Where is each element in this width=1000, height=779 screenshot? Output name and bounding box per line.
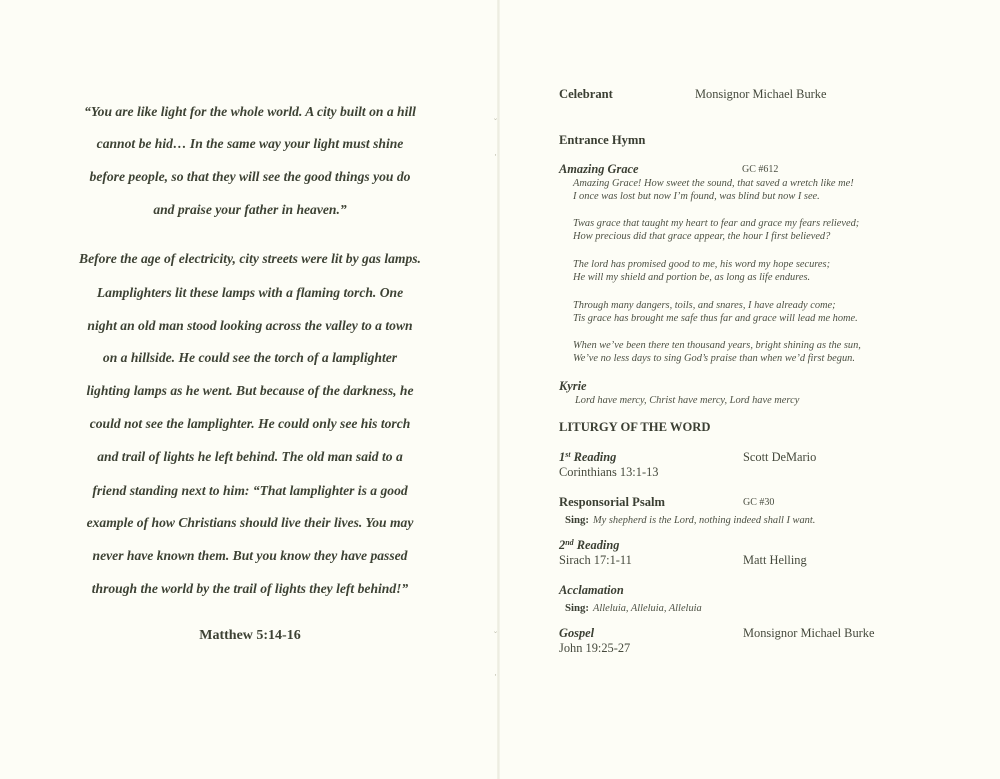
fold-mark: ˘: [494, 630, 497, 640]
story-line: and trail of lights he left behind. The old man said to a: [97, 449, 403, 464]
quote-line: and praise your father in heaven.”: [153, 202, 347, 217]
story-line: never have known them. But you know they have passed: [92, 548, 408, 563]
sing-label: Sing:: [565, 514, 590, 526]
hymn-verse-line: I once was lost but now I’m found, was blind but now I see.: [573, 191, 820, 202]
psalm-title: Responsorial Psalm: [559, 495, 666, 509]
first-reading-title: [559, 450, 616, 465]
gospel-reader: Monsignor Michael Burke: [743, 626, 875, 640]
kyrie-title: Kyrie: [559, 379, 587, 393]
hymn-verse-line: Tis grace has brought me safe thus far and grace will lead me home.: [573, 313, 858, 324]
first-reading-reference: Corinthians 13:1-13: [559, 465, 659, 479]
ordinal-number: 1: [559, 450, 566, 464]
fold-mark: ˘: [494, 117, 497, 127]
story-line: could not see the lamplighter. He could only see his torch: [89, 416, 411, 431]
acclamation-response: [565, 598, 702, 616]
story-line: example of how Christians should live their lives. You may: [86, 515, 414, 530]
quote-line: “You are like light for the whole world. A city built on a hill: [84, 104, 416, 119]
story-line: friend standing next to him: “That lamplighter is a good: [92, 483, 408, 498]
story-line: night an old man stood looking across the valley to a town: [87, 318, 413, 333]
hymn-number: GC #612: [742, 164, 779, 175]
ordinal-suffix: st: [565, 450, 571, 459]
hymn-verse-line: When we’ve been there ten thousand years, bright shining as the sun,: [573, 340, 861, 351]
story-line: through the world by the trail of lights they left behind!”: [91, 581, 409, 596]
ordinal-number: 2: [559, 538, 566, 552]
sing-text: My shepherd is the Lord, nothing indeed shall I want.: [593, 515, 816, 526]
entrance-hymn-label: Entrance Hymn: [559, 133, 646, 147]
quote-line: before people, so that they will see the good things you do: [89, 169, 411, 184]
reading-label: Reading: [573, 450, 617, 464]
gospel-reference: John 19:25-27: [559, 641, 631, 655]
kyrie-text: Lord have mercy, Christ have mercy, Lord have mercy: [575, 395, 800, 406]
fold-mark: ·: [494, 670, 497, 680]
left-page: [40, 0, 460, 779]
story-line: on a hillside. He could see the torch of a lamplighter: [102, 350, 398, 365]
fold-mark: ·: [494, 150, 497, 160]
gospel-title: Gospel: [559, 626, 595, 640]
story-line: Lamplighters lit these lamps with a flaming torch. One: [96, 285, 404, 300]
sing-text: Alleluia, Alleluia, Alleluia: [593, 603, 702, 614]
psalm-response: [565, 510, 815, 528]
sing-label: Sing:: [565, 602, 590, 614]
scripture-citation: Matthew 5:14-16: [199, 628, 301, 643]
right-page: [559, 0, 979, 779]
acclamation-title: Acclamation: [559, 583, 624, 597]
second-reading-reader: Matt Helling: [743, 553, 807, 567]
hymn-verse-line: Through many dangers, toils, and snares, I have already come;: [573, 300, 836, 311]
quote-line: cannot be hid… In the same way your light must shine: [96, 136, 404, 151]
hymn-verse-line: Twas grace that taught my heart to fear and grace my fears relieved;: [573, 218, 860, 229]
hymn-verse-line: He will my shield and portion be, as long as life endures.: [573, 272, 811, 283]
center-fold: [497, 0, 500, 779]
reading-label: Reading: [576, 538, 620, 552]
story-line: Before the age of electricity, city streets were lit by gas lamps.: [79, 251, 421, 266]
second-reading-reference: Sirach 17:1-11: [559, 553, 632, 567]
celebrant-name: Monsignor Michael Burke: [695, 87, 827, 101]
liturgy-heading: LITURGY OF THE WORD: [559, 420, 711, 434]
hymn-title: Amazing Grace: [559, 162, 639, 176]
hymn-verse-line: How precious did that grace appear, the hour I first believed?: [573, 231, 831, 242]
first-reading-reader: Scott DeMario: [743, 450, 817, 464]
celebrant-label: Celebrant: [559, 87, 613, 101]
psalm-number: GC #30: [743, 497, 775, 508]
hymn-verse-line: The lord has promised good to me, his word my hope secures;: [573, 259, 831, 270]
ordinal-suffix: nd: [565, 538, 574, 547]
second-reading-title: [559, 538, 619, 553]
hymn-verse-line: We’ve no less days to sing God’s praise than when we’d first begun.: [573, 353, 855, 364]
hymn-verse-line: Amazing Grace! How sweet the sound, that saved a wretch like me!: [573, 178, 854, 189]
story-line: lighting lamps as he went. But because of the darkness, he: [86, 383, 414, 398]
